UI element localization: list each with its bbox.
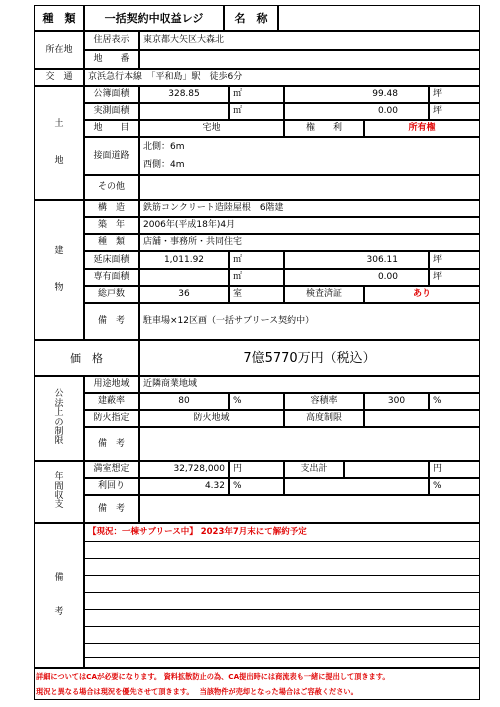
full-occupancy-value: 32,728,000 [139, 461, 229, 478]
land-section-label [34, 86, 84, 200]
legal-label-char: の [54, 417, 64, 428]
type-label: 種 類 [34, 5, 84, 31]
m2-unit: ㎡ [229, 86, 284, 103]
income-remarks-value [139, 495, 480, 523]
actual-area-label: 実測面積 [84, 103, 139, 120]
yen-unit: 円 [429, 461, 480, 478]
income-label-char: 収 [54, 491, 64, 501]
kind-value: 店舗・事務所・共同住宅 [139, 234, 480, 251]
property-sheet [34, 5, 480, 700]
inspection-label: 検査済証 [284, 286, 364, 303]
legal-label-char: 限 [54, 436, 64, 447]
legal-remarks-label: 備 考 [84, 427, 139, 461]
building-remarks-value: 駐車場×12区画（一括サブリース契約中） [139, 303, 480, 340]
other-value [139, 175, 480, 200]
legal-label-char: 公 [54, 389, 64, 400]
fire-value: 防火地域 [139, 410, 284, 427]
m2-unit: ㎡ [229, 103, 284, 120]
type-value: 一括契約中収益レジ [84, 5, 224, 31]
rights-label: 権 利 [284, 120, 364, 137]
category-label: 地 目 [84, 120, 139, 137]
private-area-label: 専有面積 [84, 269, 139, 286]
rights-value: 所有権 [364, 120, 480, 137]
ruled-line [84, 575, 480, 576]
actual-area-m2 [139, 103, 229, 120]
ruled-line [84, 609, 480, 610]
tsubo-unit: 坪 [429, 86, 480, 103]
tsubo-unit: 坪 [429, 251, 480, 269]
building-remarks-label: 備 考 [84, 303, 139, 340]
far-label: 容積率 [284, 393, 364, 410]
zoning-value: 近隣商業地域 [139, 376, 480, 393]
legal-remarks-value [139, 427, 480, 461]
height-value [364, 410, 480, 427]
height-label: 高度制限 [284, 410, 364, 427]
transport-label: 交 通 [34, 69, 84, 86]
building-section-label [34, 200, 84, 340]
percent-unit: % [229, 478, 284, 495]
ruled-line [84, 626, 480, 627]
income-label-char: 年 [54, 472, 64, 483]
structure-value: 鉄筋コンクリート造陸屋根 6階建 [139, 200, 480, 217]
address-label: 住居表示 [84, 31, 139, 50]
legal-label-char: 上 [54, 408, 64, 419]
ruled-line [84, 558, 480, 559]
lot-label: 地 番 [84, 50, 139, 69]
expenses-label: 支出計 [284, 461, 344, 478]
expenses-value [344, 461, 429, 478]
floor-area-m2: 1,011.92 [139, 251, 229, 269]
built-value: 2006年(平成18年)4月 [139, 217, 480, 234]
inspection-value: あり [364, 286, 480, 303]
road-north: 北側：6m [139, 137, 480, 156]
tsubo-unit: 坪 [429, 269, 480, 286]
legal-label-char: 法 [54, 398, 64, 409]
ruled-line [84, 657, 480, 658]
floor-area-label: 延床面積 [84, 251, 139, 269]
coverage-value: 80 [139, 393, 229, 410]
private-area-m2 [139, 269, 229, 286]
income-remarks-label: 備 考 [84, 495, 139, 523]
remarks-label-char: 考 [54, 606, 64, 617]
location-label: 所在地 [34, 31, 84, 69]
fire-label: 防火指定 [84, 410, 139, 427]
name-value [278, 5, 480, 31]
ruled-line [84, 592, 480, 593]
notice-line-2: 現況と異なる場合は現況を優先させて頂きます。 当該物件が売却となった場合はご容赦ください。 [36, 687, 358, 696]
yield-value: 4.32 [139, 478, 229, 495]
price-label: 価 格 [34, 340, 139, 376]
yen-unit: 円 [229, 461, 284, 478]
road-label: 接面道路 [84, 137, 139, 175]
yield-label: 利回り [84, 478, 139, 495]
built-label: 築 年 [84, 217, 139, 234]
far-value: 300 [364, 393, 429, 410]
registry-area-m2: 328.85 [139, 86, 229, 103]
income-label-char: 間 [54, 481, 64, 492]
road-west: 西側：4m [139, 156, 480, 175]
full-occupancy-label: 満室想定 [84, 461, 139, 478]
land-label-char: 地 [54, 156, 64, 166]
m2-unit: ㎡ [229, 251, 284, 269]
units-value: 36 [139, 286, 229, 303]
price-value: 7億5770万円（税込） [139, 340, 480, 376]
registry-area-label: 公簿面積 [84, 86, 139, 103]
structure-label: 構 造 [84, 200, 139, 217]
yield-blank [284, 478, 429, 495]
building-label-char: 建 [54, 245, 64, 256]
remarks-status: 【現況：一棟サブリース中】 2023年7月末にて解約予定 [88, 527, 307, 537]
tsubo-unit: 坪 [429, 103, 480, 120]
remarks-area [84, 523, 480, 668]
notice-line-1: 詳細についてはCAが必要になります。 資料拡散防止の為、CA提出時には商流表も一緒に提出して頂きます。 [36, 672, 390, 681]
kind-label: 種 類 [84, 234, 139, 251]
percent-unit: % [229, 393, 284, 410]
remarks-label-char: 備 [54, 573, 64, 584]
percent-unit: % [429, 478, 480, 495]
actual-area-tsubo: 0.00 [284, 103, 429, 120]
lot-value [139, 50, 480, 69]
coverage-label: 建蔽率 [84, 393, 139, 410]
income-section-label [34, 461, 84, 523]
units-unit: 室 [229, 286, 284, 303]
name-label: 名 称 [224, 5, 278, 31]
ruled-line [84, 643, 480, 644]
m2-unit: ㎡ [229, 269, 284, 286]
building-label-char: 物 [54, 283, 64, 293]
legal-section-label [34, 376, 84, 461]
ruled-line [84, 541, 480, 542]
percent-unit: % [429, 393, 480, 410]
private-area-tsubo: 0.00 [284, 269, 429, 286]
registry-area-tsubo: 99.48 [284, 86, 429, 103]
address-value: 東京都大矢区大森北 [139, 31, 480, 50]
floor-area-tsubo: 306.11 [284, 251, 429, 269]
units-label: 総戸数 [84, 286, 139, 303]
other-label: その他 [84, 175, 139, 200]
transport-value: 京浜急行本線 「平和島」駅 徒歩6分 [84, 69, 480, 86]
legal-label-char: 制 [54, 426, 64, 437]
land-label-char: 土 [54, 118, 64, 129]
remarks-section-label [34, 523, 84, 668]
zoning-label: 用途地域 [84, 376, 139, 393]
category-value: 宅地 [139, 120, 284, 137]
income-label-char: 支 [54, 500, 64, 511]
